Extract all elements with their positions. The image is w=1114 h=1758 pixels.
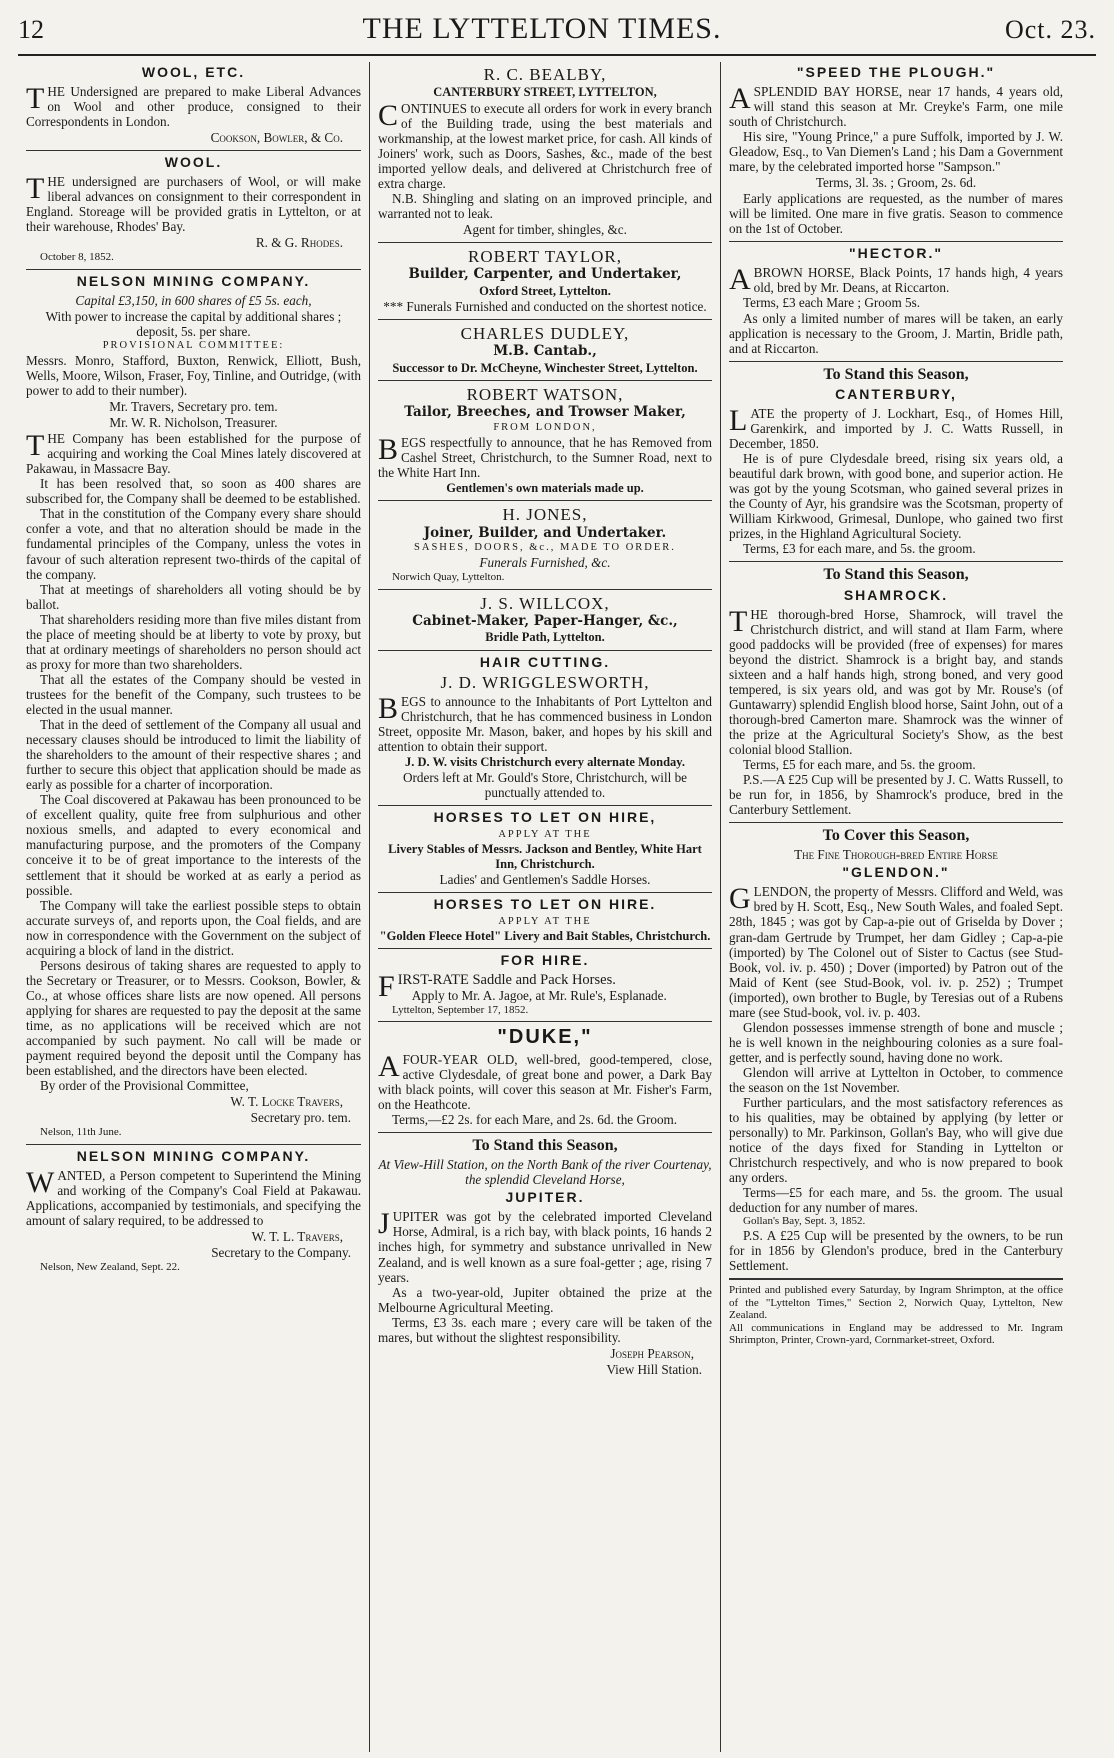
ad-heading: "HECTOR." (848, 245, 944, 262)
ad-speed-the-plough (729, 65, 1063, 236)
paragraph: That all the estates of the Company should be vested in trustees for the benefit of the Company, such trustees to be elected in the usual manner. (26, 671, 361, 717)
column-1 (18, 62, 369, 1752)
paragraph: That in the deed of settlement of the Company all usual and necessary clauses should be introduced to limit the liability of the shareholders to the amount of their respective shares ; and further to secure this object that application should be made as early as possible for a charter of incorporation. (26, 717, 361, 793)
ad-date: Gollan's Bay, Sept. 3, 1852. (743, 1215, 866, 1228)
ad-body: ATE the property of J. Lockhart, Esq., of Homes Hill, Garenkirk, and imported by J. C. Watts Russell, in December, 1850. (729, 405, 1063, 451)
drop-cap: T (26, 172, 45, 206)
paragraph: It has been resolved that, so soon as 400 shares are subscribed for, the Company shall be deemed to be established. (26, 476, 361, 507)
terms-line: Terms, £3 for each mare, and 5s. the groom. (743, 541, 976, 557)
advertiser-name: H. JONES, (502, 505, 588, 525)
ad-heading: FOR HIRE. (500, 952, 590, 968)
drop-cap: A (729, 81, 751, 115)
issue-date: Oct. 23. (1004, 15, 1096, 44)
ad-body: UPITER was got by the celebrated imported Cleveland Horse, Admiral, is a rich bay, with black points, 16 hands 2 inches high, for symmetry and substance unrivalled in New Zealand, and is well known as a sure foal-getter ; age, rising 7 years. (378, 1209, 712, 1285)
ad-taylor (378, 247, 712, 314)
ad-body: BROWN HORSE, Black Points, 17 hands high, 4 years old, bred by Mr. Deans, at Riccarton. (753, 265, 1063, 296)
ad-body: SPLENDID BAY HORSE, near 17 hands, 4 years old, will stand this season at Mr. Creyke's Farm, one mile south of Christchurch. (729, 83, 1063, 130)
ad-jones (378, 505, 712, 583)
orders-line: Orders left at Mr. Gould's Store, Christchurch, will be punctually attended to. (402, 770, 688, 801)
agent-line: Agent for timber, shingles, &c. (463, 222, 627, 237)
advertiser-name: ROBERT WATSON, (466, 385, 624, 405)
description: He is of pure Clydesdale breed, rising six years old, a beautiful dark brown, with good bone, and superior action. He was got by the young Scotsman, who gained several prizes in the County of Ayr, his grandsire was the Scotsman, property of William Kirkwood, Grimesal, Dunlope, who gained two first prizes, in the Highland Agricultural Society. (729, 450, 1063, 542)
goods-line: SASHES, DOORS, &c., MADE TO ORDER. (414, 541, 676, 553)
ad-body: HE thorough-bred Horse, Shamrock, will travel the Christchurch district, and will stand at Ilam Farm, where good paddocks will be provided (free of expenses) for mares beyond the district. Shamrock is a bright bay, and stands sixteen and a half hands high, strong boned, and very good tempered, is six years old, and was got by Mr. Rouse's (of Guntawarry) splendid English blood horse, Saint John, out of a thorough-bred Camerton mare. Shamrock was the winner of the prize at the Agricultural Society's Show, as the best colonial blood Stallion. (729, 606, 1063, 757)
ad-body: EGS respectfully to announce, that he has Removed from Cashel Street, Christchurch, to the Sumner Road, next to the White Hart Inn. (378, 434, 712, 480)
ad-body: HE undersigned are purchasers of Wool, or will make liberal advances on consignment to their correspondent in England. Storeage will be provided gratis in Lyttelton, or at their warehouse, Rhodes' Bay. (26, 174, 361, 235)
paragraph: That in the constitution of the Company every share should confer a vote, and that no alteration should be made in the fundamental principles of the Company, unless the votes in favour of such alteration represent two-thirds of the capital of the company. (26, 506, 361, 582)
ad-heading: HAIR CUTTING. (479, 653, 611, 670)
stables-line: Livery Stables of Messrs. Jackson and Bentley, White Hart Inn, Christchurch. (388, 842, 702, 871)
further-line: Further particulars, and the most satisfactory references as to his qualities, may be obtained by applying (by letter or personally) to Mr. Parkinson, Gollan's Bay, who will give due notice of the days fixed for Standing in Lyttelton or Christchurch respectively, and who is now prepared to book any orders. (729, 1095, 1063, 1186)
bone-line: Glendon possesses immense strength of bone and muscle ; he is well known in the neighbouring colonies as a sure foal-getter, and is perfectly sound, having done no work. (729, 1019, 1063, 1065)
ad-signature: W. T. L. Travers, (251, 1228, 343, 1244)
terms-line: Terms, £3 each Mare ; Groom 5s. (743, 295, 921, 311)
funerals-line: Funerals Furnished, &c. (479, 554, 611, 570)
columns (18, 62, 1096, 1752)
ad-heading: WOOL, ETC. (141, 64, 246, 80)
early-line: Early applications are requested, as the number of mares will be limited. One mare in five gratis. Season to commence on the 1st of October. (729, 191, 1063, 237)
drop-cap: L (729, 403, 748, 437)
drop-cap: T (729, 604, 748, 638)
advertiser-address: Oxford Street, Lyttelton. (479, 283, 611, 298)
ad-hair-cutting (378, 655, 712, 801)
ad-date: Nelson, 11th June. (40, 1126, 122, 1139)
drop-cap: G (729, 882, 751, 916)
ad-body: FOUR-YEAR OLD, well-bred, good-tempered, close, active Clydesdale, of great bone and power, a Dark Bay with black points, will cover this season at Mr. Fisher's Farm, on the Heathcote. (378, 1051, 712, 1112)
paragraph: Persons desirous of taking shares are requested to apply to the Secretary or Treasurer, or to Messrs. Cookson, Bowler, & Co., at whose offices share lists are now opened. All persons applying for shares are requested to pay the deposit at the same time, as no applications will be received which are not accompanied by such payment. No call will be made or payment required beyond the deposit until the Company has been established, and the directors have been elected. (26, 957, 361, 1079)
ad-body: EGS to announce to the Inhabitants of Port Lyttelton and Christchurch, that he has commenced business in London Street, opposite Mr. Mason, baker, and hopes by his skill and attention to obtain their support. (378, 693, 712, 754)
advertiser-degree: M.B. Cantab., (493, 343, 597, 360)
drop-cap: J (378, 1207, 390, 1241)
ad-heading: "DUKE," (497, 1026, 593, 1049)
ad-signature: W. T. Locke Travers, (230, 1094, 343, 1110)
ad-heading: HORSES TO LET ON HIRE. (433, 895, 657, 912)
horse-name: "GLENDON." (842, 864, 950, 881)
ad-for-hire (378, 953, 712, 1016)
ad-date: Nelson, New Zealand, Sept. 22. (40, 1261, 180, 1274)
ad-bealby (378, 65, 712, 237)
secretary-line: Mr. Travers, Secretary pro. tem. (109, 399, 278, 415)
signature-title: View Hill Station. (606, 1361, 702, 1377)
note-line: As only a limited number of mares will be taken, an early application is necessary to the Groom, J. Martin, Bridle path, and at Riccarton. (729, 310, 1063, 356)
ps-line: P.S.—A £25 Cup will be presented by J. C. Watts Russell, to be run for, in 1856, by Shamrock's produce, bred in the Canterbury Settlement. (729, 772, 1063, 818)
arrive-line: Glendon will arrive at Lyttelton in October, to commence the season on the 1st November. (729, 1064, 1063, 1095)
ad-body: LENDON, the property of Messrs. Clifford and Weld, was bred by H. Scott, Esq., New South Wales, and foaled Sept. 28th, 1845 ; was got by Cap-a-pie out of Griselda by Dover ; gran-dam Gertrude by Trumpet, her dam Gidley ; Cap-a-pie (imported) by The Colonel out of Sister to Cactus (see Stud-Book, vol. iv. p. 450) ; Dover (imported) by Patron out of the Maid of Kent (see Stud-Book, vol. iv. p. 252) ; Trumpet (imported), own brother to Bugle, by Teresias out of a Rubens mare (see Stud-book, vol. iv. p. 403. (729, 884, 1063, 1020)
ad-heading: To Stand this Season, (823, 365, 969, 383)
paragraph: That at meetings of shareholders all voting should be by ballot. (26, 581, 361, 612)
ad-wool-etc (26, 65, 361, 145)
ad-date: October 8, 1852. (40, 251, 114, 264)
from-line: FROM LONDON, (493, 421, 597, 433)
page-number: 12 (18, 15, 44, 44)
advertiser-address: CANTERBURY STREET, LYTTELTON, (433, 85, 657, 100)
stables-line: "Golden Fleece Hotel" Livery and Bait Stables, Christchurch. (379, 928, 711, 943)
drop-cap: F (378, 969, 395, 1003)
advertiser-name: J. D. WRIGGLESWORTH, (440, 673, 650, 693)
ad-horses-to-let-2 (378, 897, 712, 943)
drop-cap: A (378, 1049, 400, 1083)
column-3 (720, 62, 1071, 1752)
drop-cap: T (26, 81, 45, 115)
ad-duke (378, 1026, 712, 1127)
paragraph: The Company will take the earliest possible steps to obtain accurate surveys of, and reports upon, the Coal fields, and are now in correspondence with the Government on the subject of acquiring a block of land in the district. (26, 897, 361, 958)
drop-cap: W (26, 1165, 55, 1199)
apply-line: APPLY AT THE (498, 915, 592, 927)
ad-body-2: Apply to Mr. A. Jagoe, at Mr. Rule's, Esplanade. (411, 988, 667, 1004)
printer-imprint (729, 1284, 1063, 1347)
terms-line: Terms,—£2 2s. for each Mare, and 2s. 6d. the Groom. (392, 1112, 678, 1128)
terms-line: Terms, £3 3s. each mare ; every care will be taken of the mares, but without the slightest responsibility. (378, 1314, 712, 1345)
advertiser-name: J. S. WILLCOX, (480, 593, 610, 613)
ad-shamrock (729, 566, 1063, 817)
ad-hector (729, 246, 1063, 355)
saddle-line: Ladies' and Gentlemen's Saddle Horses. (439, 871, 651, 887)
ad-nelson-mining-wanted (26, 1149, 361, 1274)
ad-heading: NELSON MINING COMPANY. (76, 272, 311, 289)
ad-body: ONTINUES to execute all orders for work in every branch of the Building trade, using the best materials and workmanship, at the lowest market price, for cash. All kinds of Joiners' work, such as Doors, Sashes, &c., made of the best imported yellow deals, and delivered at Christchurch free of extra charge. (378, 100, 712, 191)
ad-horses-to-let-1 (378, 810, 712, 886)
ad-wool (26, 155, 361, 264)
column-2 (369, 62, 720, 1752)
ad-heading: To Stand this Season, (823, 566, 969, 584)
intro-line: At View-Hill Station, on the North Bank of the river Courtenay, the splendid Cleveland Horse, (378, 1157, 712, 1188)
imprint-line: Printed and published every Saturday, by Ingram Shrimpton, at the office of the "Lyttelton Times," Section 2, Norwich Quay, Lyttelton, New Zealand. (729, 1284, 1063, 1322)
ad-heading: HORSES TO LET ON HIRE, (433, 809, 657, 826)
ad-heading: NELSON MINING COMPANY. (76, 1147, 311, 1164)
successor-line: Successor to Dr. McCheyne, Winchester Street, Lyttelton. (392, 360, 698, 375)
nb-line: N.B. Shingling and slating on an improved principle, and warranted not to leak. (378, 190, 712, 221)
ad-canterbury (729, 366, 1063, 557)
horse-name: CANTERBURY, (835, 385, 957, 402)
horse-name: JUPITER. (505, 1189, 585, 1206)
terms-line: Terms, 3l. 3s. ; Groom, 2s. 6d. (815, 175, 977, 191)
ad-jupiter (378, 1137, 712, 1377)
advertiser-trade: Joiner, Builder, and Undertaker. (423, 524, 667, 541)
treasurer-line: Mr. W. R. Nicholson, Treasurer. (109, 415, 278, 431)
advertiser-name: R. C. BEALBY, (483, 65, 607, 84)
ad-willcox (378, 594, 712, 645)
drop-cap: A (729, 263, 751, 297)
ad-body: HE Undersigned are prepared to make Liberal Advances on Wool and other produce, consigned to their Correspondents in London. (26, 83, 361, 130)
masthead (18, 12, 1096, 56)
terms-line: Terms, £5 for each mare, and 5s. the groom. (743, 756, 976, 772)
sire-line: His sire, "Young Prince," a pure Suffolk, imported by J. W. Gleadow, Esq., to Van Diemen's Land ; his Dam a Government mare, by the celebrated imported horse "Sampson." (729, 129, 1063, 175)
ad-watson (378, 385, 712, 495)
drop-cap: T (26, 429, 45, 463)
advertiser-address: Norwich Quay, Lyttelton. (392, 570, 505, 583)
ad-note: *** Funerals Furnished and conducted on the shortest notice. (383, 299, 707, 315)
ad-heading: "SPEED THE PLOUGH." (796, 64, 996, 80)
ad-body: IRST-RATE Saddle and Pack Horses. (397, 971, 616, 988)
ps-line: P.S. A £25 Cup will be presented by the owners, to be run for in 1856 by Glendon's produce, bred in the Canterbury Settlement. (729, 1227, 1063, 1274)
drop-cap: B (378, 432, 399, 466)
advertiser-trade: Tailor, Breeches, and Trowser Maker, (404, 404, 686, 421)
prize-line: As a two-year-old, Jupiter obtained the prize at the Melbourne Agricultural Meeting. (378, 1284, 712, 1315)
ad-signature: Joseph Pearson, (610, 1345, 694, 1361)
committee-list: Messrs. Monro, Stafford, Buxton, Renwick, Elliott, Bush, Wells, Moore, Wilson, Fraser, Foy, Tinline, and Outridge, (with power to add to their number). (26, 352, 361, 399)
ad-glendon (729, 827, 1063, 1273)
ad-signature: Cookson, Bowler, & Co. (210, 130, 343, 146)
horse-name: SHAMROCK. (843, 586, 949, 603)
drop-cap: C (378, 98, 399, 132)
advertiser-name: CHARLES DUDLEY, (460, 324, 630, 344)
paragraph: That shareholders residing more than five miles distant from the place of meeting should be at liberty to vote by proxy, but that at ordinary meetings of shareholders no person should act as proxy for more than two shareholders. (26, 611, 361, 672)
ad-nelson-mining-company (26, 274, 361, 1139)
ad-subheading: The Fine Thorough-bred Entire Horse (794, 847, 998, 863)
signature-title: Secretary to the Company. (211, 1245, 351, 1261)
terms-line: Terms—£5 for each mare, and 5s. the groom. The usual deduction for any number of mares. (729, 1185, 1063, 1216)
apply-line: APPLY AT THE (498, 829, 592, 841)
capital-line: Capital £3,150, in 600 shares of £5 5s. each, (75, 292, 312, 308)
advertiser-address: Bridle Path, Lyttelton. (485, 630, 605, 645)
ad-heading: To Stand this Season, (472, 1137, 618, 1155)
signature-title: Secretary pro. tem. (250, 1110, 351, 1126)
committee-heading: PROVISIONAL COMMITTEE: (102, 339, 285, 351)
paragraph: The Coal discovered at Pakawau has been pronounced to be of excellent quality, quite free from sulphurious and other noxious smells, and adapted to every economical and manufacturing purpose, and the promoters of the Company conceive it to be of great importance to the interests of the settlement that it should be worked at as early a period as possible. (26, 792, 361, 898)
ad-date: Lyttelton, September 17, 1852. (392, 1003, 529, 1016)
advertiser-trade: Cabinet-Maker, Paper-Hanger, &c., (412, 612, 678, 629)
order-line: By order of the Provisional Committee, (40, 1078, 249, 1094)
imprint-line: All communications in England may be addressed to Mr. Ingram Shrimpton, Printer, Crown-yard, Cornmarket-street, Oxford. (729, 1321, 1063, 1347)
newspaper-title: THE LYTTELTON TIMES. (362, 12, 722, 45)
ad-dudley (378, 324, 712, 375)
ad-heading: To Cover this Season, (822, 827, 970, 845)
paragraph: HE Company has been established for the purpose of acquiring and working the Coal Mines lately discovered at Pakawau, in Massacre Bay. (26, 431, 361, 477)
ad-note: Gentlemen's own materials made up. (446, 480, 644, 495)
drop-cap: B (378, 691, 399, 725)
ad-body: ANTED, a Person competent to Superintend the Mining and working of the Company's Coal Field at Pakawau. Applications, accompanied by testimonials, and specifying the amount of salary required, to be addressed to (26, 1167, 361, 1228)
advertiser-trade: Builder, Carpenter, and Undertaker, (408, 266, 682, 283)
ad-signature: R. & G. Rhodes. (255, 235, 343, 251)
advertiser-name: ROBERT TAYLOR, (468, 247, 622, 267)
ad-heading: WOOL. (164, 154, 223, 171)
power-line: With power to increase the capital by additional shares ; deposit, 5s. per share. (45, 308, 342, 339)
visits-line: J. D. W. visits Christchurch every alternate Monday. (405, 755, 685, 770)
